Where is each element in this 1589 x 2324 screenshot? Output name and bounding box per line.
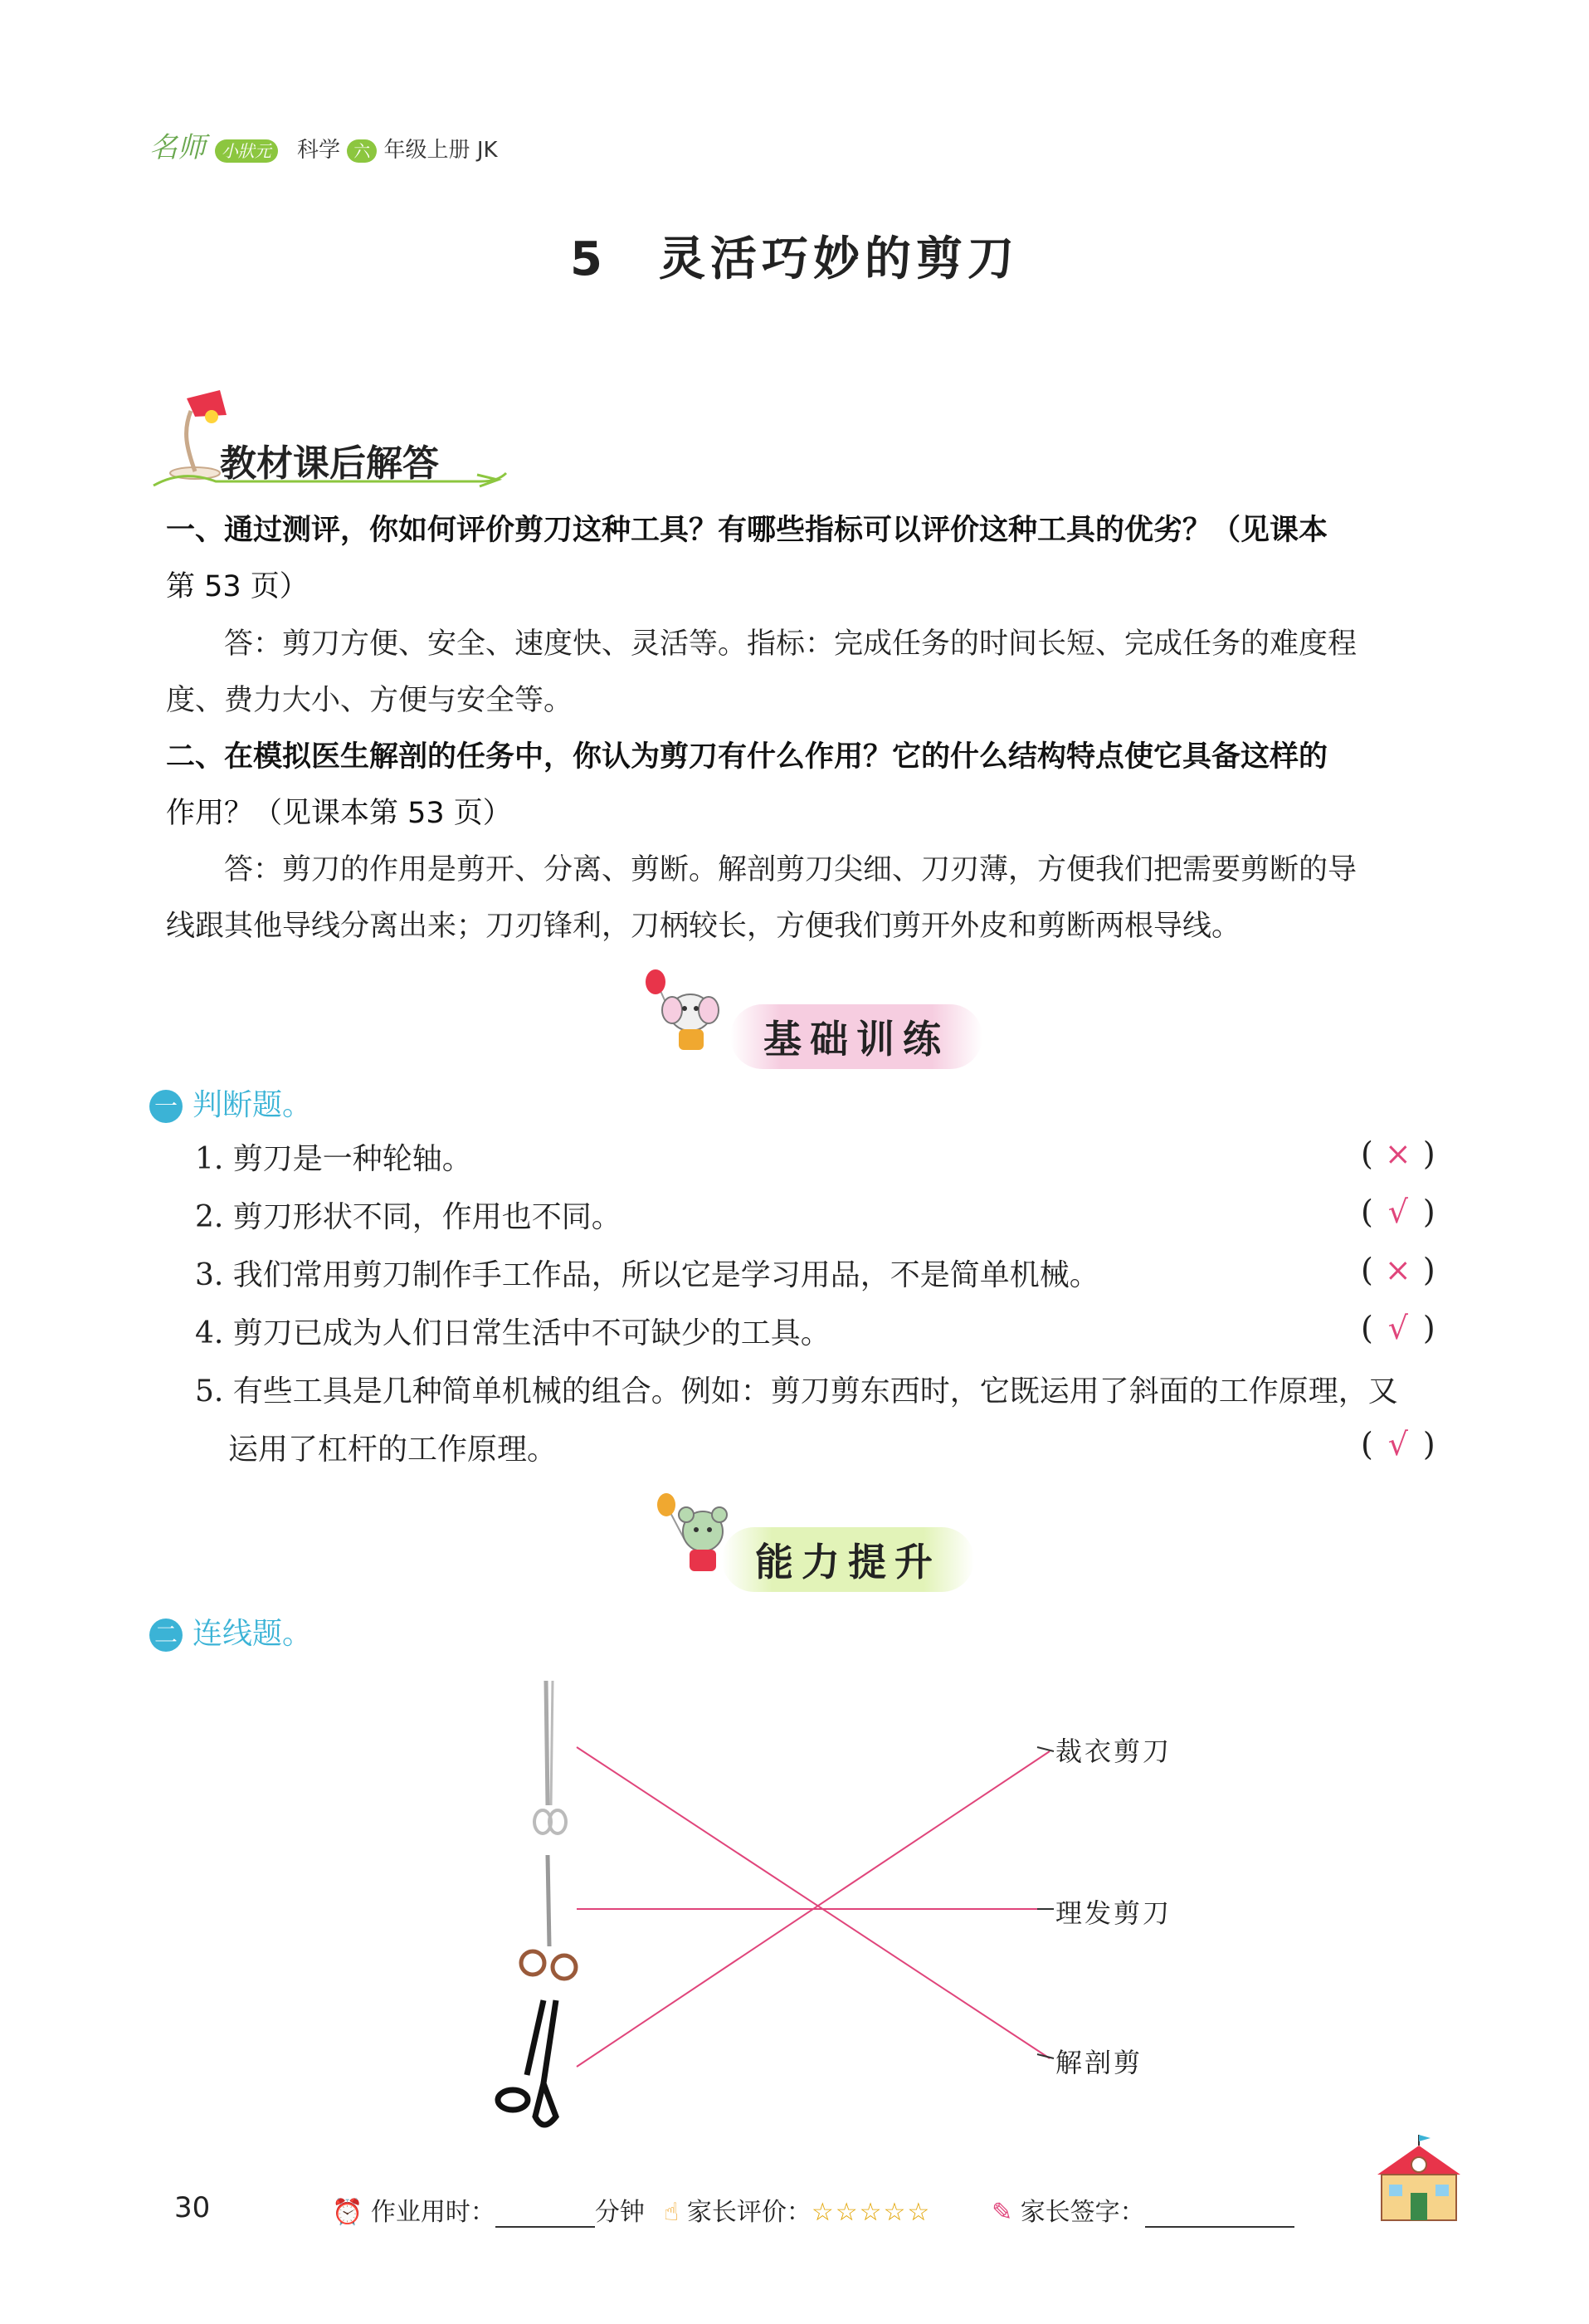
tailor-scissors-icon — [498, 2000, 556, 2125]
lesson-title: 5 灵活巧妙的剪刀 — [570, 232, 1019, 286]
question-1-line-2: 第 53 页） — [166, 570, 309, 603]
school-building-icon — [1361, 2133, 1477, 2224]
hair-scissors-icon — [521, 1855, 576, 1979]
tf-answer-2: ( √ ) — [1361, 1194, 1435, 1230]
elephant-mascot-icon — [639, 967, 730, 1058]
tf-item-5-line-2: 运用了杠杆的工作原理。 — [228, 1433, 558, 1467]
header-brand: 名师 小狀元 — [149, 124, 278, 165]
question-2-line-1: 二、在模拟医生解剖的任务中，你认为剪刀有什么作用？它的什么结构特点使它具备这样的 — [166, 740, 1328, 774]
tf-item-3: 3. 我们常用剪刀制作手工作品，所以它是学习用品，不是简单机械。 — [195, 1258, 1099, 1292]
banner-ability-improvement: 能力提升 — [722, 1527, 974, 1592]
section-underline — [149, 465, 514, 490]
match-label-dissecting-scissors: 解剖剪 — [1055, 2047, 1143, 2078]
tf-item-5-line-1: 5. 有些工具是几种简单机械的组合。例如：剪刀剪东西时，它既运用了斜面的工作原理，又 — [195, 1374, 1398, 1409]
thumbs-up-icon: ☝ — [664, 2198, 680, 2227]
parent-signature: ✎ 家长签字： — [992, 2191, 1294, 2228]
pencil-icon: ✎ — [992, 2198, 1013, 2227]
section-number-badge: 一 — [149, 1090, 183, 1123]
rating-stars: ☆☆☆☆☆ — [811, 2198, 932, 2227]
tf-item-2: 2. 剪刀形状不同，作用也不同。 — [195, 1200, 621, 1234]
answer-1-line-2: 度、费力大小、方便与安全等。 — [166, 684, 573, 717]
homework-time: ⏰ 作业用时： 分钟 — [332, 2198, 645, 2227]
tf-item-1: 1. 剪刀是一种轮轴。 — [195, 1142, 472, 1176]
page-number: 30 — [174, 2191, 211, 2224]
question-2-line-2: 作用？（见课本第 53 页） — [166, 797, 512, 830]
header-subject: 科学 六 年级上册 JK — [297, 138, 498, 163]
tf-answer-3: ( × ) — [1361, 1252, 1435, 1288]
tf-item-4: 4. 剪刀已成为人们日常生活中不可缺少的工具。 — [195, 1316, 831, 1350]
clock-icon: ⏰ — [332, 2198, 363, 2227]
question-1-line-1: 一、通过测评，你如何评价剪刀这种工具？有哪些指标可以评价这种工具的优劣？（见课本 — [166, 514, 1328, 547]
tf-answer-5: ( √ ) — [1361, 1426, 1435, 1462]
parent-rating: ☝ 家长评价：☆☆☆☆☆ — [664, 2198, 932, 2227]
answer-1-line-1: 答：剪刀方便、安全、速度快、灵活等。指标：完成任务的时间长短、完成任务的难度程 — [224, 627, 1357, 661]
section-heading-true-false: 一 判断题。 — [149, 1081, 312, 1124]
tf-answer-4: ( √ ) — [1361, 1310, 1435, 1346]
section-title-textbook-answers: 教材课后解答 — [220, 442, 439, 485]
dissecting-scissors-icon — [534, 1681, 566, 1833]
section-number-badge: 二 — [149, 1618, 183, 1652]
banner-basic-training: 基础训练 — [730, 1004, 982, 1069]
section-heading-matching: 二 连线题。 — [149, 1610, 312, 1653]
answer-2-line-2: 线跟其他导线分离出来；刀刃锋利，刀柄较长，方便我们剪开外皮和剪断两根导线。 — [166, 910, 1241, 943]
match-label-hair-scissors: 理发剪刀 — [1055, 1897, 1172, 1929]
tf-answer-1: ( × ) — [1361, 1135, 1435, 1172]
parent-signature-blank — [1145, 2197, 1294, 2228]
grade-badge: 六 — [347, 139, 377, 163]
answer-2-line-1: 答：剪刀的作用是剪开、分离、剪断。解剖剪刀尖细、刀刃薄，方便我们把需要剪断的导 — [224, 853, 1357, 886]
brand-badge: 小狀元 — [215, 139, 278, 163]
match-label-tailor-scissors: 裁衣剪刀 — [1055, 1736, 1172, 1767]
match-line-dissecting-to-anatomy — [577, 1747, 1050, 2058]
homework-time-blank — [495, 2197, 595, 2228]
